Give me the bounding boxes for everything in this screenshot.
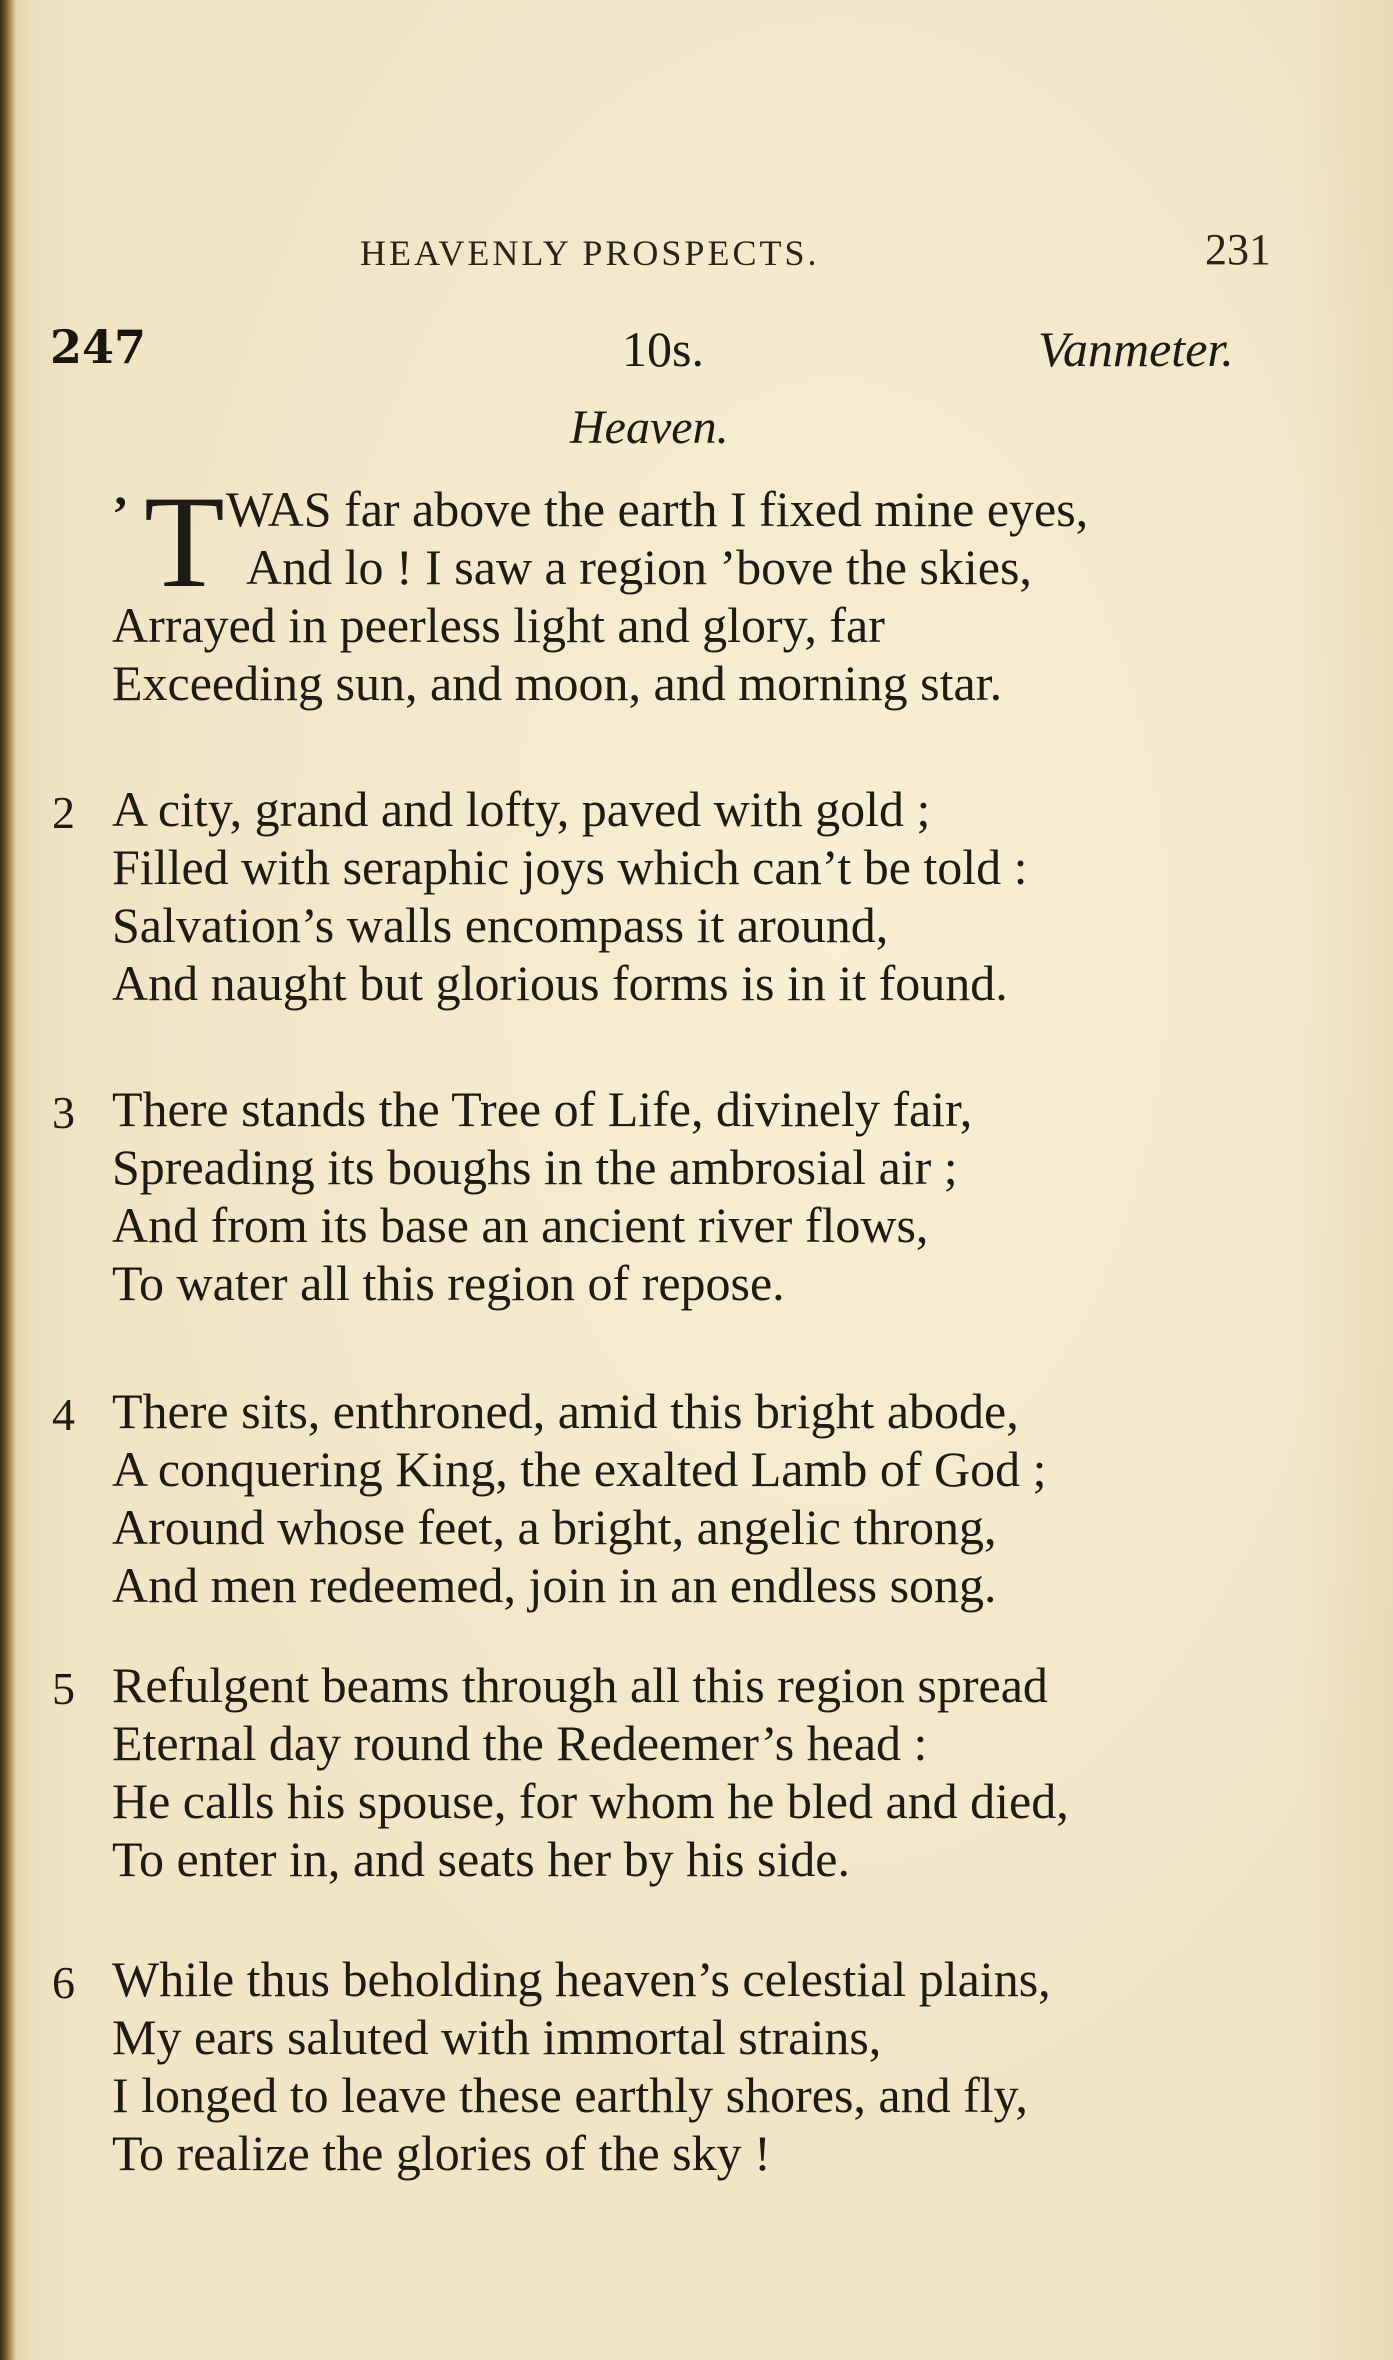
page-number: 231	[1205, 225, 1271, 274]
stanza-line: There stands the Tree of Life, divinely fair,	[112, 1081, 973, 1137]
stanza-line: There sits, enthroned, amid this bright abode,	[112, 1383, 1019, 1439]
stanza-line: Exceeding sun, and moon, and morning star.	[112, 655, 1003, 711]
stanza-line: A city, grand and lofty, paved with gold ;	[112, 781, 931, 837]
stanza-line: While thus beholding heaven’s celestial plains,	[112, 1951, 1051, 2007]
stanza-line: Filled with seraphic joys which can’t be told :	[112, 839, 1028, 895]
stanza-number: 3	[52, 1087, 75, 1138]
drop-cap: T	[144, 468, 225, 615]
book-binding-edge	[0, 0, 16, 2360]
hymn-tune: Vanmeter.	[1038, 321, 1234, 377]
stanza-number: 6	[52, 1957, 75, 2008]
stanza-line: Arrayed in peerless light and glory, far	[112, 597, 885, 653]
stanza-line: And lo ! I saw a region ’bove the skies,	[246, 539, 1032, 595]
stanza-number: 5	[52, 1663, 75, 1714]
stanza-number: 4	[52, 1389, 75, 1440]
stanza-line: To water all this region of repose.	[112, 1255, 785, 1311]
stanza-line: And naught but glorious forms is in it found.	[112, 955, 1008, 1011]
stanza-line: WAS far above the earth I fixed mine eyes,	[226, 481, 1089, 537]
stanza-line: A conquering King, the exalted Lamb of God ;	[112, 1441, 1047, 1497]
stanza-line: And men redeemed, join in an endless song.	[112, 1557, 997, 1613]
stanza-line: And from its base an ancient river flows,	[112, 1197, 929, 1253]
opening-quote: ’	[112, 485, 129, 541]
stanza-line: Spreading its boughs in the ambrosial air ;	[112, 1139, 958, 1195]
hymn-number: 247	[50, 320, 147, 374]
stanza-number: 2	[52, 787, 75, 838]
stanza-line: He calls his spouse, for whom he bled and died,	[112, 1773, 1069, 1829]
stanza-line: To realize the glories of the sky !	[112, 2125, 771, 2181]
stanza-line: I longed to leave these earthly shores, and fly,	[112, 2067, 1028, 2123]
stanza-line: My ears saluted with immortal strains,	[112, 2009, 882, 2065]
stanza-line: Refulgent beams through all this region spread	[112, 1657, 1048, 1713]
stanza-line: Around whose feet, a bright, angelic throng,	[112, 1499, 997, 1555]
hymn-subject: Heaven.	[570, 401, 729, 454]
stanza-line: To enter in, and seats her by his side.	[112, 1831, 850, 1887]
stanza-line: Eternal day round the Redeemer’s head :	[112, 1715, 928, 1771]
stanza-line: Salvation’s walls encompass it around,	[112, 897, 889, 953]
running-title: HEAVENLY PROSPECTS.	[360, 233, 820, 273]
hymn-meter: 10s.	[622, 321, 704, 377]
